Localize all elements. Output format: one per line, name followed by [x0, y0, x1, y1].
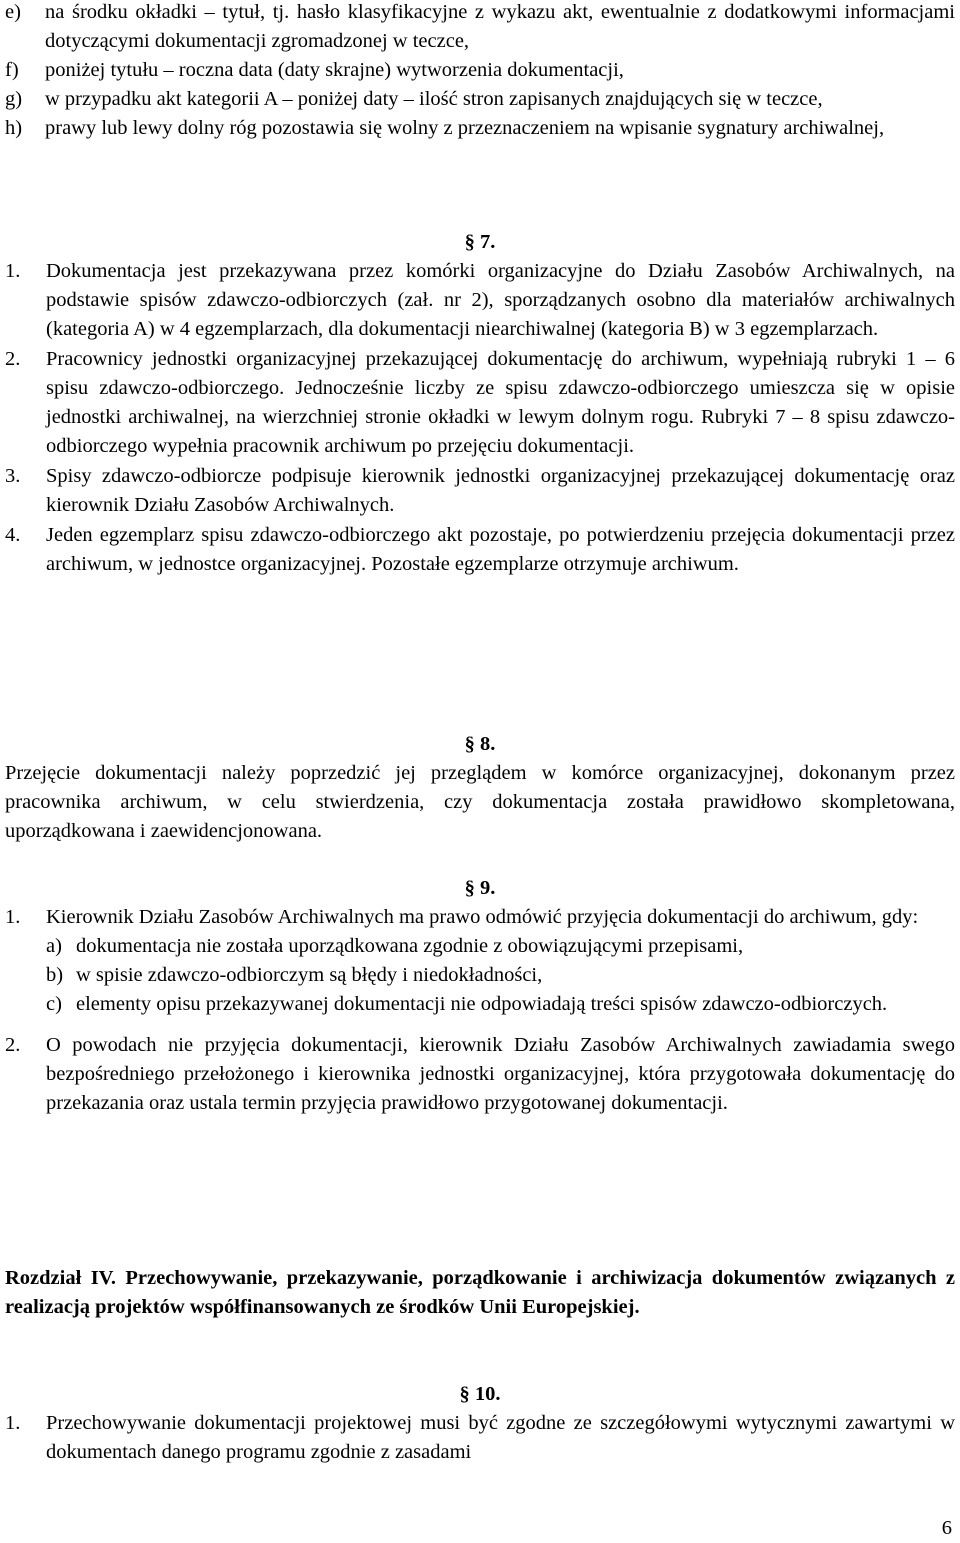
list-item-f	[0, 56, 960, 85]
list-item-text: prawy lub lewy dolny róg pozostawia się wolny z przeznaczeniem na wpisanie sygnatury archiwalnej,	[45, 117, 885, 139]
list-item-text: w przypadku akt kategorii A – poniżej daty – ilość stron zapisanych znajdujących się w teczce,	[45, 88, 823, 110]
section-8-paragraph: Przejęcie dokumentacji należy poprzedzić jej przeglądem w komórce organizacyjnej, dokonanym przez pracownika archiwum, w celu stwierdzenia, czy dokumentacja została prawidłowo skompletowana, uporządkowana i zaewidencjonowana.	[5, 762, 955, 842]
list-item-text: poniżej tytułu – roczna data (daty skrajne) wytworzenia dokumentacji,	[45, 59, 624, 81]
item-number: 1.	[5, 1412, 21, 1434]
section-7-item-4	[0, 521, 960, 579]
list-marker: h)	[5, 117, 23, 139]
item-text: Przechowywanie dokumentacji projektowej musi być zgodne ze szczegółowymi wytycznymi zawartymi w dokumentach danego programu zgodnie z zasadami	[46, 1412, 955, 1463]
item-text: Pracownicy jednostki organizacyjnej przekazującej dokumentację do archiwum, wypełniają rubryki 1 – 6 spisu zdawczo-odbiorczego. Jednocześnie liczby ze spisu zdawczo-odbiorczego umieszcza się w opisie jednostki archiwalnej, na wierzchniej stronie okładki w lewym dolnym rogu. Rubryki 7 – 8 spisu zdawczo-odbiorczego wypełnia pracownik archiwum po przejęciu dokumentacji.	[46, 348, 955, 457]
list-marker: a)	[46, 935, 62, 957]
list-item-text: na środku okładki – tytuł, tj. hasło klasyfikacyjne z wykazu akt, ewentualnie z dodatkowymi informacjami dotyczącymi dokumentacji zgromadzonej w teczce,	[45, 1, 955, 52]
list-item-text: elementy opisu przekazywanej dokumentacji nie odpowiadają treści spisów zdawczo-odbiorczych.	[76, 993, 888, 1015]
list-item-text: w spisie zdawczo-odbiorczym są błędy i niedokładności,	[76, 964, 543, 986]
section-9-item-2	[0, 1031, 960, 1118]
item-number: 3.	[5, 465, 21, 487]
section-9-item-1	[0, 903, 960, 932]
list-marker: g)	[5, 88, 23, 110]
top-list	[0, 0, 960, 143]
item-number: 4.	[5, 524, 21, 546]
chapter-heading: Rozdział IV. Przechowywanie, przekazywanie, porządkowanie i archiwizacja dokumentów związanych z realizacją projektów współfinansowanych ze środków Unii Europejskiej.	[5, 1267, 955, 1318]
section-7-item-3	[0, 462, 960, 520]
section-7-heading: § 7.	[464, 231, 496, 253]
item-text: Kierownik Działu Zasobów Archiwalnych ma prawo odmówić przyjęcia dokumentacji do archiwum, gdy:	[46, 906, 919, 928]
section-10	[0, 1380, 960, 1467]
section-9-sub-a	[0, 932, 960, 961]
section-8-heading: § 8.	[464, 733, 496, 755]
page-number: 6	[941, 1517, 952, 1539]
item-text: Dokumentacja jest przekazywana przez komórki organizacyjne do Działu Zasobów Archiwalnych, na podstawie spisów zdawczo-odbiorczych (zał. nr 2), sporządzanych osobno dla materiałów archiwalnych (kategoria A) w 4 egzemplarzach, dla dokumentacji niearchiwalnej (kategoria B) w 3 egzemplarzach.	[46, 260, 955, 340]
list-marker: e)	[5, 1, 21, 23]
section-9-heading: § 9.	[464, 877, 496, 899]
section-9	[0, 874, 960, 1118]
section-7-item-1	[0, 257, 960, 344]
item-text: Jeden egzemplarz spisu zdawczo-odbiorczego akt pozostaje, po potwierdzeniu przejęcia dokumentacji przez archiwum, w jednostce organizacyjnej. Pozostałe egzemplarze otrzymuje archiwum.	[46, 524, 955, 575]
section-10-heading: § 10.	[459, 1383, 501, 1405]
section-7-item-2	[0, 345, 960, 461]
list-marker: f)	[5, 59, 19, 81]
section-10-item-1	[0, 1409, 960, 1467]
section-9-sub-c	[0, 990, 960, 1019]
list-item-h	[0, 114, 960, 143]
list-item-e	[0, 0, 960, 56]
item-text: Spisy zdawczo-odbiorcze podpisuje kierownik jednostki organizacyjnej przekazującej dokumentację oraz kierownik Działu Zasobów Archiwalnych.	[46, 465, 955, 516]
item-text: O powodach nie przyjęcia dokumentacji, kierownik Działu Zasobów Archiwalnych zawiadamia swego bezpośredniego przełożonego i kierownika jednostki organizacyjnej, która przygotowała dokumentację do przekazania oraz ustala termin przyjęcia prawidłowo przygotowanej dokumentacji.	[46, 1034, 955, 1114]
section-7	[0, 228, 960, 579]
section-8	[0, 730, 960, 846]
item-number: 1.	[5, 260, 21, 282]
list-item-text: dokumentacja nie została uporządkowana zgodnie z obowiązującymi przepisami,	[76, 935, 744, 957]
list-marker: b)	[46, 964, 64, 986]
item-number: 2.	[5, 348, 21, 370]
list-item-g	[0, 85, 960, 114]
chapter-heading-block	[0, 1264, 960, 1322]
list-marker: c)	[46, 993, 62, 1015]
item-number: 2.	[5, 1034, 21, 1056]
section-9-sub-b	[0, 961, 960, 990]
item-number: 1.	[5, 906, 21, 928]
